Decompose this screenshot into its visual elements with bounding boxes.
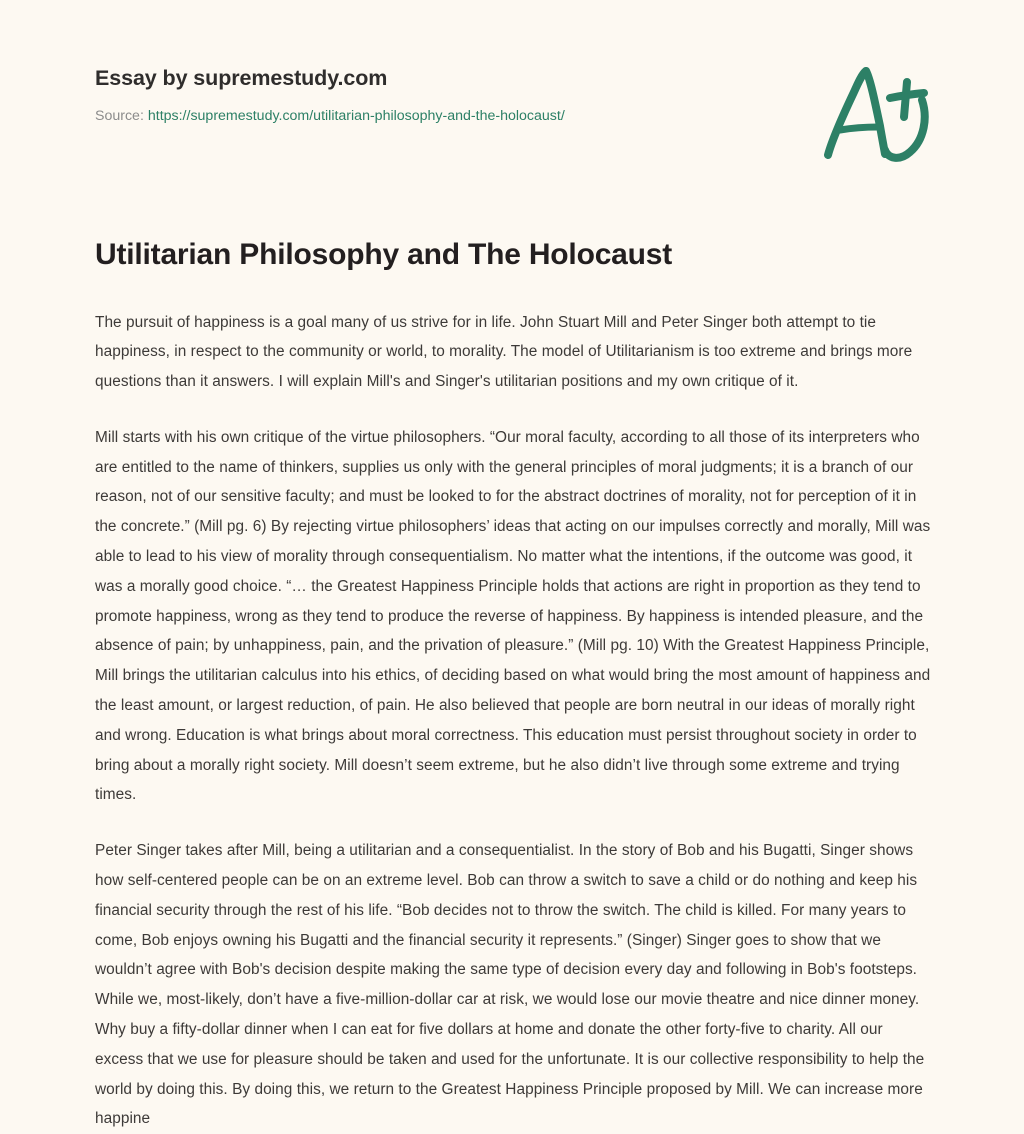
page-header [0, 0, 1024, 200]
paragraph: The pursuit of happiness is a goal many of us strive for in life. John Stuart Mill and Peter Singer both attempt to tie happiness, in respect to the community or world, to morality. The model of Utilitarianism is too extreme and brings more questions than it answers. I will explain Mill's and Singer's utilitarian positions and my own critique of it. [95, 308, 933, 397]
source-line [95, 107, 795, 125]
source-label: Source: [95, 108, 144, 124]
page-title: Utilitarian Philosophy and The Holocaust [95, 236, 933, 274]
brand-title: Essay by supremestudy.com [95, 66, 795, 92]
paragraph: Mill starts with his own critique of the virtue philosophers. “Our moral faculty, according to all those of its interpreters who are entitled to the name of thinkers, supplies us only with the general principles of moral judgments; it is a branch of our reason, not of our sensitive faculty; and must be looked to for the abstract doctrines of morality, not for perception of it in the concrete.” (Mill pg. 6) By rejecting virtue philosophers’ ideas that acting on our impulses correctly and morally, Mill was able to lead to his view of morality through consequentialism. No matter what the intentions, if the outcome was good, it was a morally good choice. “… the Greatest Happiness Principle holds that actions are right in proportion as they tend to promote happiness, wrong as they tend to produce the reverse of happiness. By happiness is intended pleasure, and the absence of pain; by unhappiness, pain, and the privation of pleasure.” (Mill pg. 10) With the Greatest Happiness Principle, Mill brings the utilitarian calculus into his ethics, of deciding based on what would bring the most amount of happiness and the least amount, or largest reduction, of pain. He also believed that people are born neutral in our ideas of morally right and wrong. Education is what brings about moral correctness. This education must persist throughout society in order to bring about a morally right society. Mill doesn’t seem extreme, but he also didn’t live through some extreme and trying times. [95, 423, 933, 810]
article-body [95, 308, 933, 1134]
aplus-logo[interactable] [812, 58, 932, 170]
source-url-link[interactable]: https://supremestudy.com/utilitarian-philosophy-and-the-holocaust/ [148, 108, 565, 124]
paragraph: Peter Singer takes after Mill, being a utilitarian and a consequentialist. In the story of Bob and his Bugatti, Singer shows how self-centered people can be on an extreme level. Bob can throw a switch to save a child or do nothing and keep his financial security through the rest of his life. “Bob decides not to throw the switch. The child is killed. For many years to come, Bob enjoys owning his Bugatti and the financial security it represents.” (Singer) Singer goes to show that we wouldn’t agree with Bob's decision despite making the same type of decision every day and following in Bob's footsteps. While we, most-likely, don’t have a five-million-dollar car at risk, we would lose our movie theatre and nice dinner money. Why buy a fifty-dollar dinner when I can eat for five dollars at home and donate the other forty-five to charity. All our excess that we use for pleasure should be taken and used for the unfortunate. It is our collective responsibility to help the world by doing this. By doing this, we return to the Greatest Happiness Principle proposed by Mill. We can increase more happine [95, 836, 933, 1134]
brand-block [95, 66, 795, 125]
article [95, 236, 933, 1134]
